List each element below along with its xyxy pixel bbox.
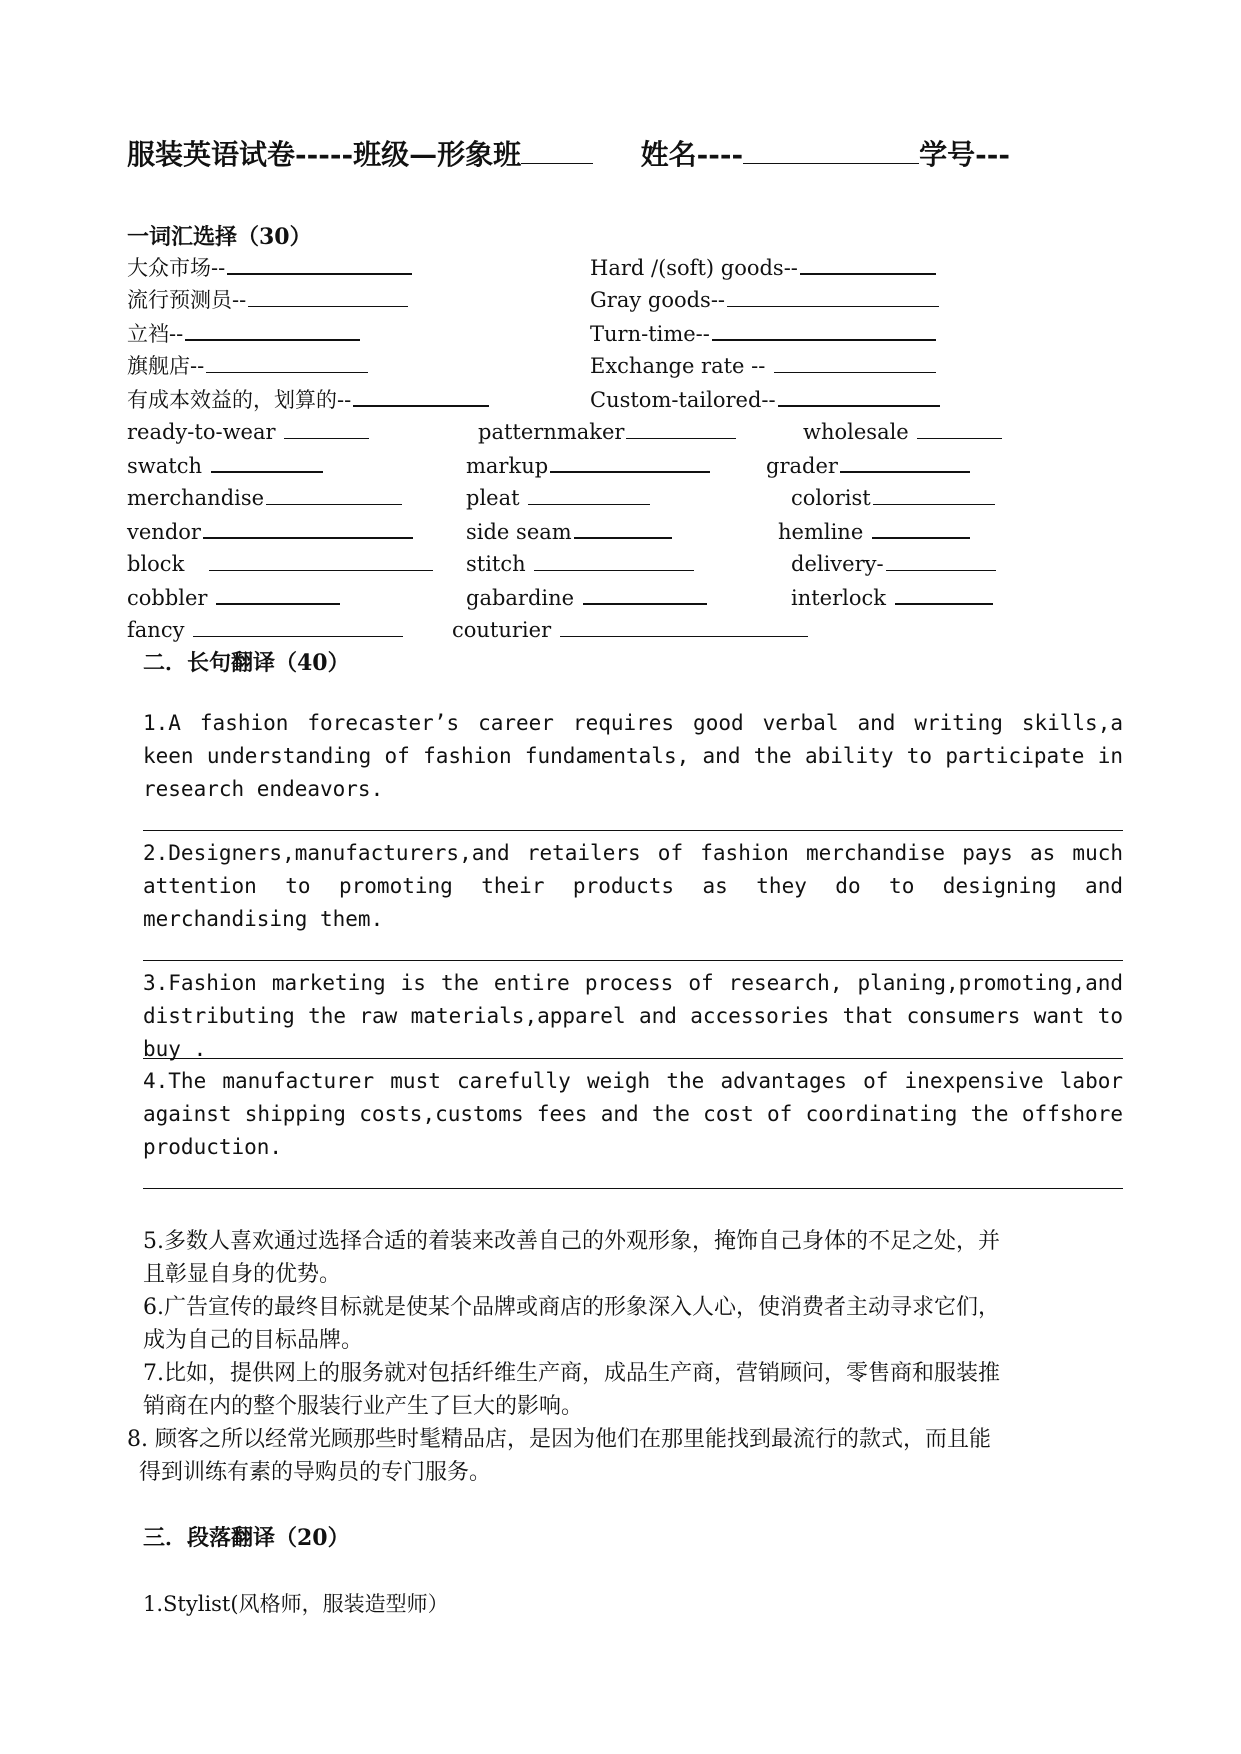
- section3-item-1: 1.Stylist(风格师，服装造型师）: [143, 1592, 449, 1616]
- title-class: 服装英语试卷-----班级—形象班: [127, 138, 522, 171]
- answer-blank: [209, 550, 433, 571]
- vocab-grid-item: pleat: [466, 484, 650, 511]
- vocab-grid-item: merchandise: [127, 484, 402, 511]
- answer-blank: [353, 385, 489, 407]
- answer-blank: [886, 550, 996, 571]
- answer-blank: [840, 451, 970, 473]
- vocab-left-5: 有成本效益的，划算的--: [127, 385, 489, 413]
- answer-blank: [227, 253, 412, 275]
- vocab-grid-item: interlock: [791, 583, 993, 611]
- vocab-right-3: Turn-time--: [590, 319, 936, 347]
- answer-line: [143, 1188, 1123, 1189]
- vocab-grid-item: markup: [466, 451, 710, 479]
- answer-blank: [534, 550, 694, 571]
- vocab-grid-item: wholesale: [803, 418, 1002, 445]
- vocab-left-3: 立裆--: [127, 319, 360, 347]
- page-title: [127, 133, 1010, 173]
- answer-line: [143, 960, 1123, 961]
- answer-blank: [560, 616, 808, 637]
- cn-sentence-8: 8. 顾客之所以经常光顾那些时髦精品店，是因为他们在那里能找到最流行的款式，而且能 得到训练有素的导购员的专门服务。: [127, 1427, 991, 1485]
- section3-heading: 三．段落翻译（20）: [143, 1525, 350, 1551]
- answer-blank: [712, 319, 936, 341]
- answer-blank: [193, 616, 403, 637]
- answer-blank: [873, 484, 995, 505]
- vocab-grid-item: colorist: [791, 484, 995, 511]
- answer-blank: [266, 484, 402, 505]
- vocab-left-2: 流行预测员--: [127, 286, 408, 313]
- answer-blank: [872, 517, 970, 539]
- answer-blank: [528, 484, 650, 505]
- section2-heading: 二．长句翻译（40）: [143, 650, 350, 676]
- vocab-right-5: Custom-tailored--: [590, 385, 940, 413]
- vocab-grid-item: ready-to-wear: [127, 418, 369, 445]
- answer-blank: [800, 253, 936, 275]
- answer-blank: [574, 517, 672, 539]
- cn-sentence-7: 7.比如，提供网上的服务就对包括纤维生产商，成品生产商，营销顾问，零售商和服装推 销商在内的整个服装行业产生了巨大的影响。: [143, 1361, 1000, 1419]
- vocab-grid-item: swatch: [127, 451, 323, 479]
- cn-sentence-5: 5.多数人喜欢通过选择合适的着装来改善自己的外观形象，掩饰自己身体的不足之处，并 且彰显自身的优势。: [143, 1229, 1000, 1287]
- sentence-4: 4.The manufacturer must carefully weigh the advantages of inexpensive labor against shipping costs,customs fees and the cost of coordinating the offshore production.: [143, 1069, 1123, 1159]
- vocab-grid-item: vendor: [127, 517, 413, 545]
- answer-blank: [583, 583, 707, 605]
- sentence-1: 1.A fashion forecaster’s career requires good verbal and writing skills,a keen understanding of fashion fundamentals, and the ability to participate in research endeavors.: [143, 711, 1123, 801]
- vocab-grid-item: cobbler: [127, 583, 340, 611]
- id-label: 学号---: [919, 138, 1010, 171]
- answer-blank: [895, 583, 993, 605]
- answer-blank: [206, 352, 368, 373]
- vocab-grid-item: hemline: [778, 517, 970, 545]
- answer-blank: [185, 319, 360, 341]
- vocab-right-1: Hard /(soft) goods--: [590, 253, 936, 281]
- name-blank: [743, 137, 919, 164]
- section1-heading: 一词汇选择（30）: [127, 224, 312, 250]
- vocab-grid-item: grader: [766, 451, 970, 479]
- class-blank: [521, 137, 593, 164]
- answer-blank: [727, 286, 939, 307]
- vocab-grid-item: side seam: [466, 517, 672, 545]
- vocab-grid-item: couturier: [452, 616, 808, 643]
- answer-line: [143, 830, 1123, 831]
- cn-sentence-6: 6.广告宣传的最终目标就是使某个品牌或商店的形象深入人心，使消费者主动寻求它们， 成为自己的目标品牌。: [143, 1295, 1000, 1353]
- name-label: 姓名----: [640, 138, 744, 171]
- vocab-grid-item: gabardine: [466, 583, 707, 611]
- answer-blank: [284, 418, 369, 439]
- vocab-left-4: 旗舰店--: [127, 352, 368, 379]
- sentence-3: 3.Fashion marketing is the entire process of research, planing,promoting,and distributing the raw materials,apparel and accessories that consumers want to buy .: [143, 971, 1123, 1061]
- sentence-2: 2.Designers,manufacturers,and retailers of fashion merchandise pays as much attention to promoting their products as they do to designing and merchandising them.: [143, 841, 1123, 931]
- vocab-right-4: Exchange rate --: [590, 352, 936, 379]
- answer-blank: [203, 517, 413, 539]
- vocab-grid-item: block: [127, 550, 433, 577]
- vocab-grid-item: stitch: [466, 550, 694, 577]
- vocab-grid-item: delivery-: [791, 550, 996, 577]
- answer-blank: [550, 451, 710, 473]
- vocab-grid-item: fancy: [127, 616, 403, 643]
- answer-blank: [216, 583, 340, 605]
- answer-blank: [248, 286, 408, 307]
- vocab-left-1: 大众市场--: [127, 253, 412, 281]
- answer-blank: [626, 418, 736, 439]
- answer-blank: [917, 418, 1002, 439]
- vocab-right-2: Gray goods--: [590, 286, 939, 313]
- answer-blank: [774, 352, 936, 373]
- answer-line: [143, 1058, 1123, 1059]
- answer-blank: [211, 451, 323, 473]
- answer-blank: [778, 385, 940, 407]
- vocab-grid-item: patternmaker: [478, 418, 736, 445]
